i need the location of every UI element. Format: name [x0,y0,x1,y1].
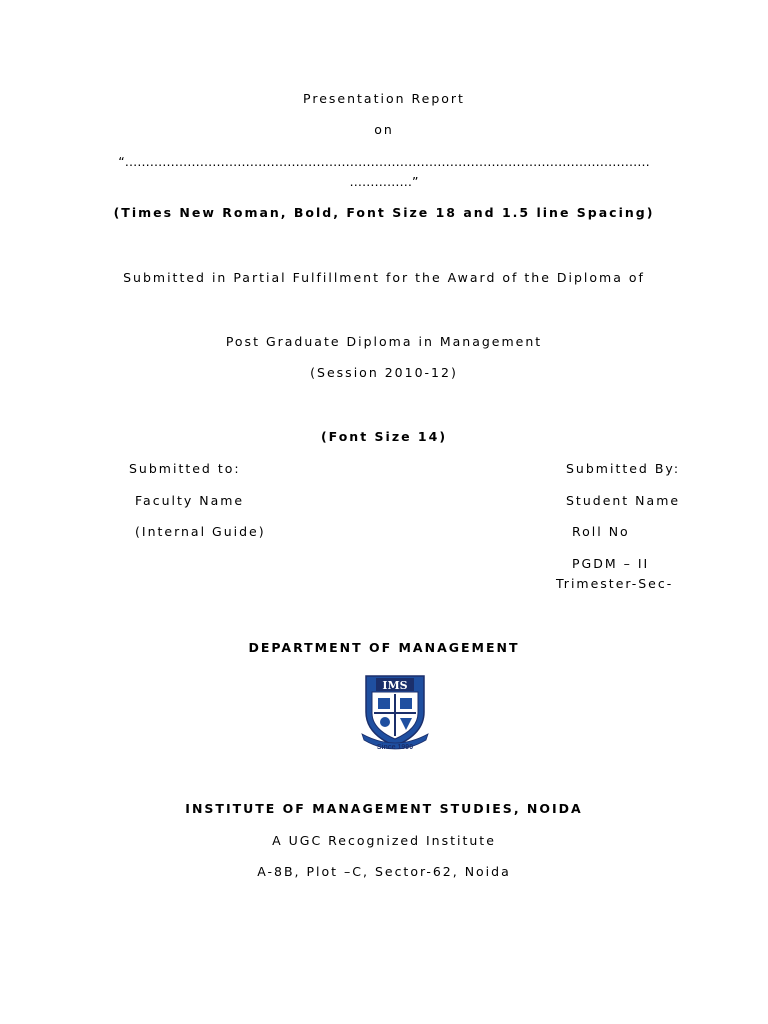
topic-placeholder-line1: “……………………………………………………………………………………………………………… [118,154,650,169]
faculty-name: Faculty Name [135,493,245,508]
ims-logo [360,668,430,756]
logo-text: IMS [382,679,408,692]
submitted-by-label: Submitted By: [566,461,681,476]
logo-since-text: Since 1990 [376,744,414,751]
report-on: on [374,122,394,137]
font-size-note: (Font Size 14) [320,429,448,444]
session-text: (Session 2010-12) [310,365,458,380]
program-year: PGDM – II [572,556,650,571]
internal-guide: (Internal Guide) [135,524,266,539]
ims-crest-icon [360,668,430,756]
institute-recognition: A UGC Recognized Institute [272,833,496,848]
submission-text: Submitted in Partial Fulfillment for the Award of the Diploma of [123,270,645,285]
trimester-section: Trimester-Sec- [556,576,674,591]
format-note: (Times New Roman, Bold, Font Size 18 and 1.5 line Spacing) [113,205,655,220]
submitted-to-label: Submitted to: [129,461,241,476]
student-name: Student Name [566,493,681,508]
institute-address: A-8B, Plot –C, Sector-62, Noida [257,864,511,879]
department-name: DEPARTMENT OF MANAGEMENT [248,640,520,655]
program-name: Post Graduate Diploma in Management [225,334,543,349]
roll-no: Roll No [572,524,630,539]
report-title: Presentation Report [303,91,465,106]
topic-placeholder-line2: ……………” [349,174,419,189]
institute-name: INSTITUTE OF MANAGEMENT STUDIES, NOIDA [185,801,583,816]
